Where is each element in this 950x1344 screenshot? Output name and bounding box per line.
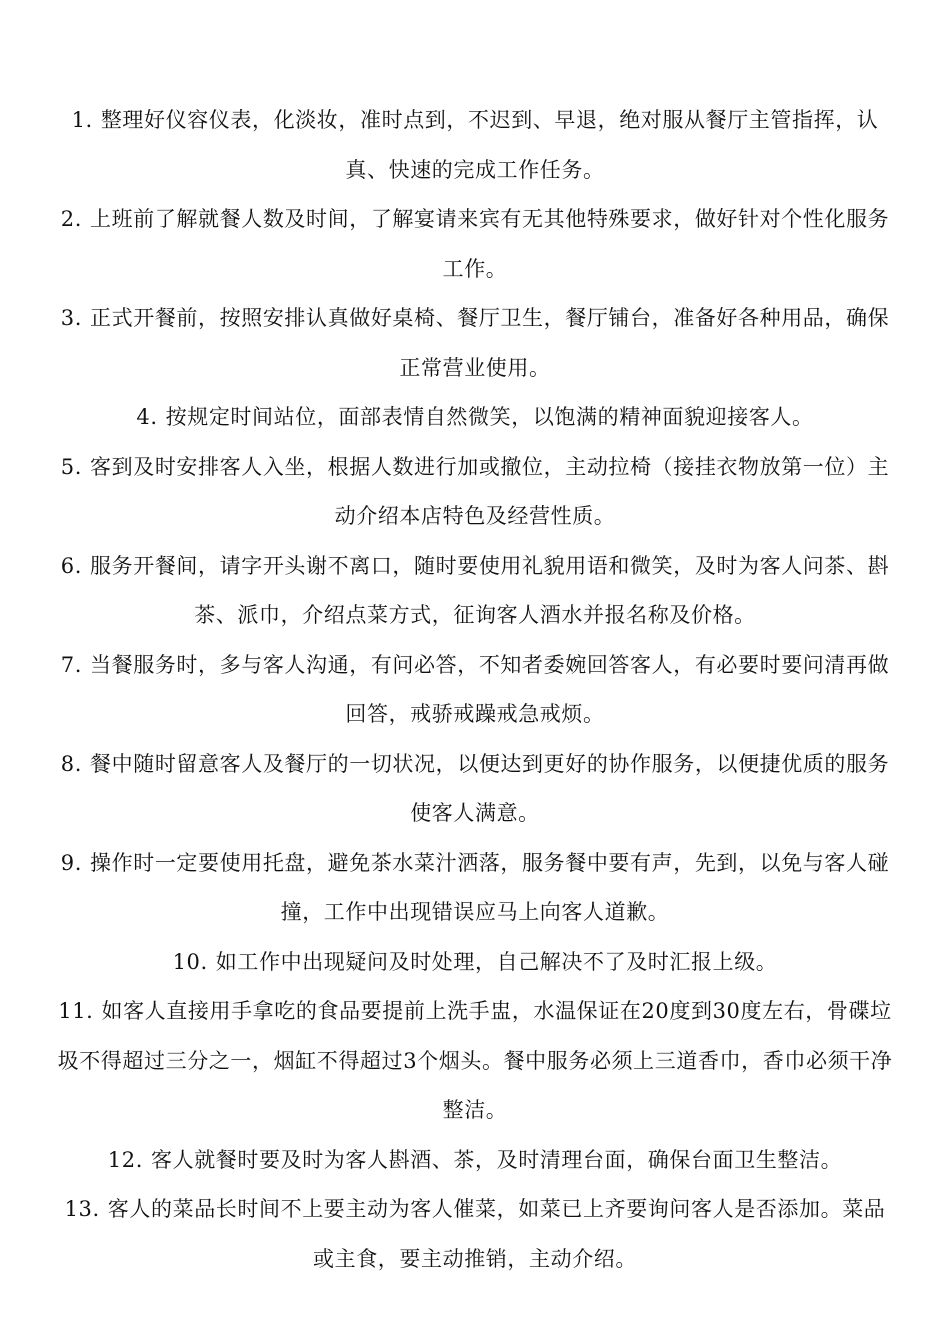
- item-number: 8.: [60, 751, 83, 776]
- list-item: [55, 195, 895, 294]
- item-number: 1.: [71, 108, 93, 132]
- item-text: 整理好仪容仪表，化淡妆，准时点到，不迟到、早退，绝对服从餐厅主管指挥，认真、快速的完成工作任务。: [100, 108, 879, 182]
- list-item: [55, 1136, 895, 1186]
- item-number: 5.: [60, 454, 83, 479]
- list-item: [55, 987, 895, 1136]
- list-item: [55, 839, 895, 938]
- list-item: [55, 938, 895, 988]
- item-number: 2.: [60, 207, 83, 231]
- item-text: 当餐服务时，多与客人沟通，有问必答，不知者委婉回答客人，有必要时要问清再做回答，戒骄戒躁戒急戒烦。: [90, 652, 890, 726]
- item-number: 6.: [60, 553, 83, 578]
- item-text: 客人就餐时要及时为客人斟酒、茶，及时清理台面，确保台面卫生整洁。: [151, 1147, 843, 1172]
- item-number: 4.: [136, 405, 158, 429]
- item-number: 11.: [58, 999, 94, 1023]
- item-text: 客到及时安排客人入坐，根据人数进行加或撤位，主动拉椅（接挂衣物放第一位）主动介绍本店特色及经营性质。: [90, 454, 890, 528]
- item-text: 如客人直接用手拿吃的食品要提前上洗手盅，水温保证在20度到30度左右，骨碟垃圾不得超过三分之一，烟缸不得超过3个烟头。餐中服务必须上三道香巾，香巾必须干净整洁。: [57, 999, 893, 1122]
- list-item: [55, 740, 895, 839]
- list-item: [55, 542, 895, 641]
- list-item: [55, 393, 895, 443]
- item-text: 服务开餐间，请字开头谢不离口，随时要使用礼貌用语和微笑，及时为客人问茶、斟茶、派巾，介绍点菜方式，征询客人酒水并报名称及价格。: [90, 553, 890, 627]
- list-item: [55, 294, 895, 393]
- item-text: 操作时一定要使用托盘，避免茶水菜汁洒落，服务餐中要有声，先到，以免与客人碰撞，工作中出现错误应马上向客人道歉。: [90, 850, 890, 924]
- rules-list: [55, 96, 895, 1284]
- list-item: [55, 641, 895, 740]
- list-item: [55, 1185, 895, 1284]
- item-number: 10.: [172, 949, 208, 974]
- item-text: 如工作中出现疑问及时处理，自己解决不了及时汇报上级。: [215, 949, 778, 974]
- item-number: 9.: [60, 850, 83, 875]
- item-number: 12.: [107, 1147, 143, 1172]
- item-number: 13.: [64, 1197, 100, 1221]
- list-item: [55, 443, 895, 542]
- item-text: 正式开餐前，按照安排认真做好桌椅、餐厅卫生，餐厅铺台，准备好各种用品，确保正常营业使用。: [90, 306, 890, 380]
- list-item: [55, 96, 895, 195]
- item-number: 3.: [60, 306, 83, 330]
- item-number: 7.: [60, 652, 83, 677]
- item-text: 客人的菜品长时间不上要主动为客人催菜，如菜已上齐要询问客人是否添加。菜品或主食，要主动推销，主动介绍。: [107, 1197, 886, 1271]
- item-text: 上班前了解就餐人数及时间，了解宴请来宾有无其他特殊要求，做好针对个性化服务工作。: [90, 207, 890, 281]
- item-text: 餐中随时留意客人及餐厅的一切状况，以便达到更好的协作服务，以便捷优质的服务使客人满意。: [90, 751, 890, 825]
- item-text: 按规定时间站位，面部表情自然微笑，以饱满的精神面貌迎接客人。: [165, 405, 814, 429]
